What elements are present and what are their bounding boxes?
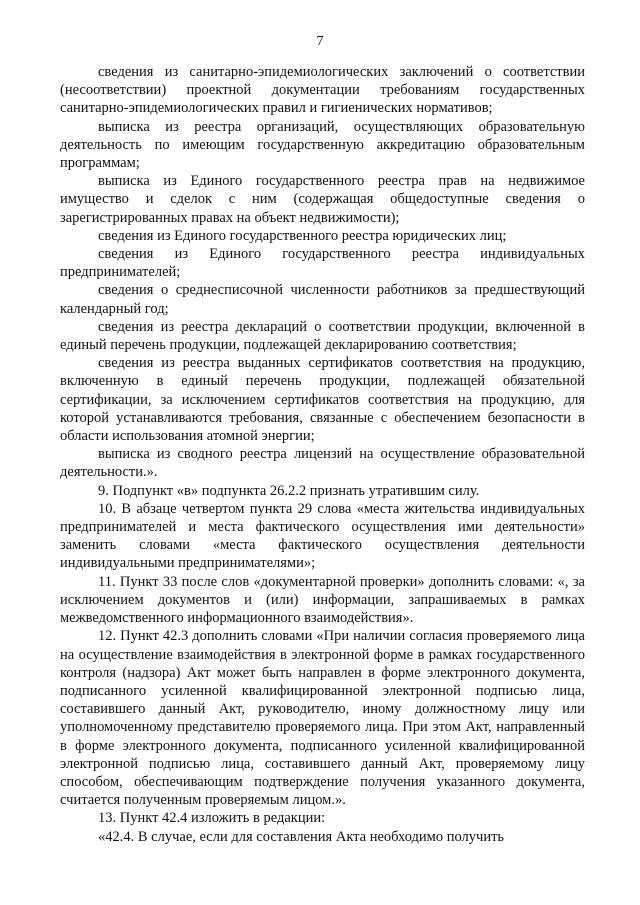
paragraph-item-42-4: «42.4. В случае, если для составления Акта необходимо получить [98,828,505,845]
paragraph-declarations: сведения из реестра деклараций о соответствии продукции, включенной в единый перечень продукции, подлежащей декларированию соответствия; [60,318,585,354]
paragraph-entrepreneurs: сведения из Единого государственного реестра индивидуальных предпринимателей; [60,246,585,281]
document-body [60,63,585,846]
paragraph-item-12: 12. Пункт 42.3 дополнить словами «При наличии согласия проверяемого лица на осуществление взаимодействия в электронной форме в рамках государственного контроля (надзора) Акт может быть направлен в форме электронного документа, подписанного усиленной квалифицированной электронной подписью лица, составившего данный Акт, руководителю, иному должностному лицу или уполномоченному представителю проверяемого лица. При этом Акт, направленный в форме электронного документа, подписанного усиленной квалифицированной электронной подписью лица, составившего данный Акт, проверяемому лицу способом, обеспечивающим подтверждение получения указанного документа, считается полученным проверяемым лицом.». [60,628,585,809]
paragraph-item-13: 13. Пункт 42.4 изложить в редакции: [98,810,326,827]
paragraph-education-registry: выписка из реестра организаций, осуществляющих образовательную деятельность по имеющим государственную аккредитацию образовательным программам; [60,118,585,172]
paragraph-property-registry: выписка из Единого государственного реестра прав на недвижимое имущество и сделок с ним (содержащая общедоступные сведения о зарегистрированных правах на объект недвижимости); [60,173,585,226]
paragraph-item-9: 9. Подпункт «в» подпункта 26.2.2 признать утратившим силу. [98,482,480,499]
paragraph-legal-entities: сведения из Единого государственного реестра юридических лиц; [98,227,507,244]
paragraph-item-11: 11. Пункт 33 после слов «документарной проверки» дополнить словами: «, за исключением документов и (или) информации, запрашиваемых в рамках межведомственного информационного взаимодействия». [60,573,585,627]
paragraph-employee-count: сведения о среднесписочной численности работников за предшествующий календарный год; [60,282,585,317]
page-number: 7 [316,34,324,49]
paragraph-licenses: выписка из сводного реестра лицензий на осуществление образовательной деятельности.». [60,446,585,481]
paragraph-certificates: сведения из реестра выданных сертификатов соответствия на продукцию, включенную в единый перечень продукции, подлежащей обязательной сертификации, за исключением сертификатов соответствия на продукцию, для которой устанавливаются требования, связанные с обеспечением безопасности в области использования атомной энергии; [60,355,585,445]
paragraph-item-10: 10. В абзаце четвертом пункта 29 слова «места жительства индивидуальных предпринимателей и места фактического осуществления ими деятельности» заменить словами «места фактического осуществления деятельности индивидуальными предпринимателями»; [60,500,585,572]
paragraph-sanitary-conclusions: сведения из санитарно-эпидемиологических заключений о соответствии (несоответствии) проектной документации требованиям государственных санитарно-эпидемиологических правил и гигиенических нормативов; [60,64,585,117]
